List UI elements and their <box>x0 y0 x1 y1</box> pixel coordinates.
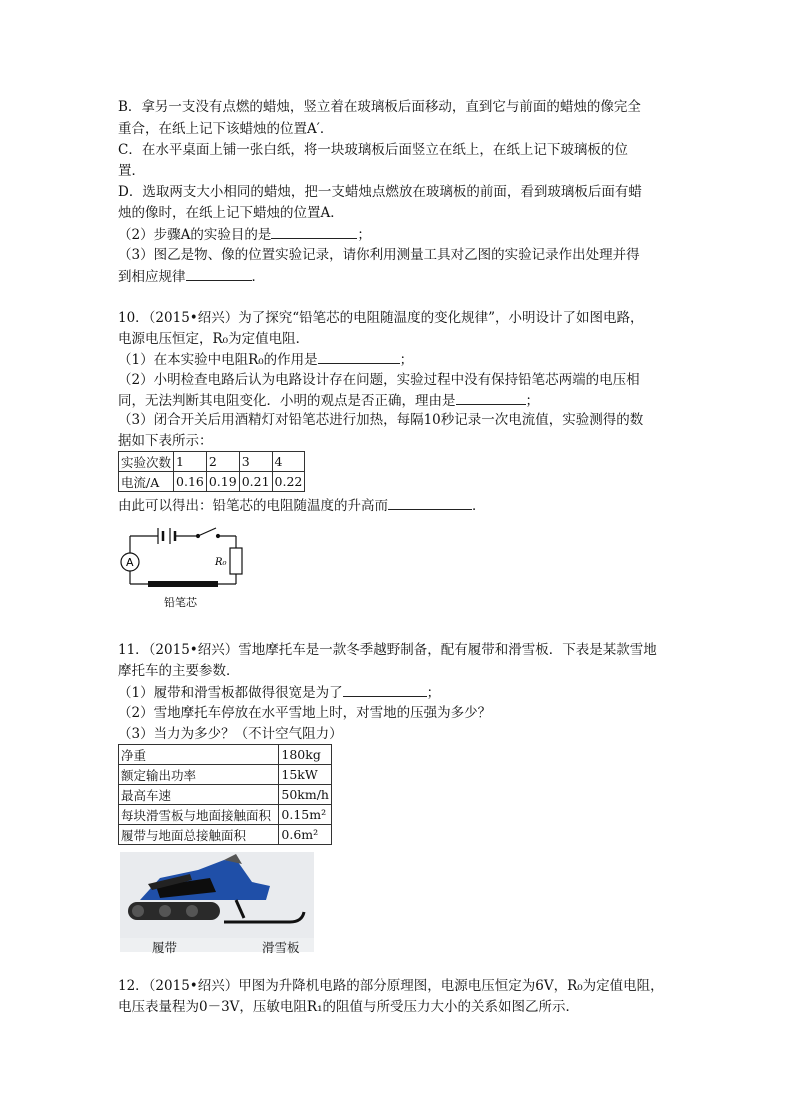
question-3-line2: 到相应规律 ． <box>118 266 265 287</box>
problem-10-q3-line2: 据如下表所示： <box>118 433 213 449</box>
problem-10-line2: 电源电压恒定，R₀为定值电阻． <box>118 331 310 347</box>
table-row <box>119 825 332 845</box>
pencil-lead <box>148 581 218 587</box>
table-row <box>119 472 305 492</box>
circuit-diagram <box>118 518 248 613</box>
problem-10-q1: （1）在本实验中电阻R₀的作用是 ； <box>118 349 413 370</box>
table-cell: 实验次数 <box>119 452 174 472</box>
table-cell: 15kW <box>279 765 332 785</box>
answer-blank[interactable] <box>343 682 427 697</box>
problem-10-q2-line1: （2）小明检查电路后认为电路设计存在问题，实验过程中没有保持铅笔芯两端的电压相 <box>118 372 640 388</box>
current-data-table <box>118 451 305 492</box>
table-row <box>119 785 332 805</box>
table-cell: 电流/A <box>119 472 174 492</box>
problem-10-q3-line1: （3）闭合开关后用酒精灯对铅笔芯进行加热，每隔10秒记录一次电流值，实验测得的数 <box>118 412 644 428</box>
table-cell: 4 <box>272 452 305 472</box>
ammeter-label: A <box>126 556 134 569</box>
answer-blank[interactable] <box>388 495 472 510</box>
table-row <box>119 765 332 785</box>
snowmobile-spec-table <box>118 744 332 845</box>
question-2: （2）步骤A的实验目的是 ； <box>118 224 371 245</box>
table-row <box>119 745 332 765</box>
table-cell: 2 <box>206 452 239 472</box>
problem-10-q2-line2: 同，无法判断其电阻变化．小明的观点是否正确，理由是 ； <box>118 390 539 411</box>
table-cell: 额定输出功率 <box>119 765 279 785</box>
option-c-line1: C．在水平桌面上铺一张白纸，将一块玻璃板后面竖立在纸上，在纸上记下玻璃板的位 <box>118 142 628 158</box>
table-cell: 0.19 <box>206 472 239 492</box>
table-cell: 履带与地面总接触面积 <box>119 825 279 845</box>
problem-12-line1: 12．（2015•绍兴）甲图为升降机电路的部分原理图，电源电压恒定为6V，R₀为定值电阻， <box>118 978 664 994</box>
option-c-line2: 置． <box>118 163 145 179</box>
problem-11-q2: （2）雪地摩托车停放在水平雪地上时，对雪地的压强为多少？ <box>118 705 492 721</box>
table-cell: 0.15m² <box>279 805 332 825</box>
table-cell: 每块滑雪板与地面接触面积 <box>119 805 279 825</box>
table-cell: 3 <box>239 452 272 472</box>
option-b-line2: 重合，在纸上记下该蜡烛的位置A′． <box>118 121 334 137</box>
resistor-label: R₀ <box>215 557 227 568</box>
table-cell: 50km/h <box>279 785 332 805</box>
ski-label: 滑雪板 <box>262 940 300 955</box>
question-3-line1: （3）图乙是物、像的位置实验记录，请你利用测量工具对乙图的实验记录作出处理并得 <box>118 247 640 263</box>
table-row <box>119 805 332 825</box>
answer-blank[interactable] <box>456 390 526 405</box>
problem-11-line1: 11．（2015•绍兴）雪地摩托车是一款冬季越野制备，配有履带和滑雪板．下表是某款雪地 <box>118 642 657 658</box>
table-row <box>119 452 305 472</box>
problem-12-line2: 电压表量程为0－3V，压敏电阻R₁的阻值与所受压力大小的关系如图乙所示． <box>118 999 580 1015</box>
problem-10-conclusion: 由此可以得出：铅笔芯的电阻随温度的升高而 ． <box>118 495 486 516</box>
table-cell: 0.6m² <box>279 825 332 845</box>
problem-10-line1: 10．（2015•绍兴）为了探究“铅笔芯的电阻随温度的变化规律”，小明设计了如图电路， <box>118 310 644 326</box>
problem-11-q1: （1）履带和滑雪板都做得很宽是为了 ； <box>118 682 440 703</box>
table-cell: 0.22 <box>272 472 305 492</box>
option-d-line1: D．选取两支大小相同的蜡烛，把一支蜡烛点燃放在玻璃板的前面，看到玻璃板后面有蜡 <box>118 184 642 200</box>
table-cell: 最高车速 <box>119 785 279 805</box>
snowmobile-svg <box>120 852 314 938</box>
answer-blank[interactable] <box>186 266 252 281</box>
problem-11-q3: （3）当力为多少？（不计空气阻力） <box>118 726 343 742</box>
table-cell: 0.21 <box>239 472 272 492</box>
snowmobile-photo <box>120 852 314 955</box>
table-cell: 净重 <box>119 745 279 765</box>
option-d-line2: 烛的像时，在纸上记下蜡烛的位置A． <box>118 205 344 221</box>
pencil-label: 铅笔芯 <box>164 596 197 609</box>
track-label: 履带 <box>152 940 178 955</box>
option-b-line1: B．拿另一支没有点燃的蜡烛，竖立着在玻璃板后面移动，直到它与前面的蜡烛的像完全 <box>118 99 641 115</box>
circuit-svg <box>118 518 248 613</box>
table-cell: 180kg <box>279 745 332 765</box>
problem-11-line2: 摩托车的主要参数． <box>118 663 240 679</box>
table-cell: 0.16 <box>174 472 207 492</box>
answer-blank[interactable] <box>318 349 400 364</box>
answer-blank[interactable] <box>271 224 357 239</box>
table-cell: 1 <box>174 452 207 472</box>
